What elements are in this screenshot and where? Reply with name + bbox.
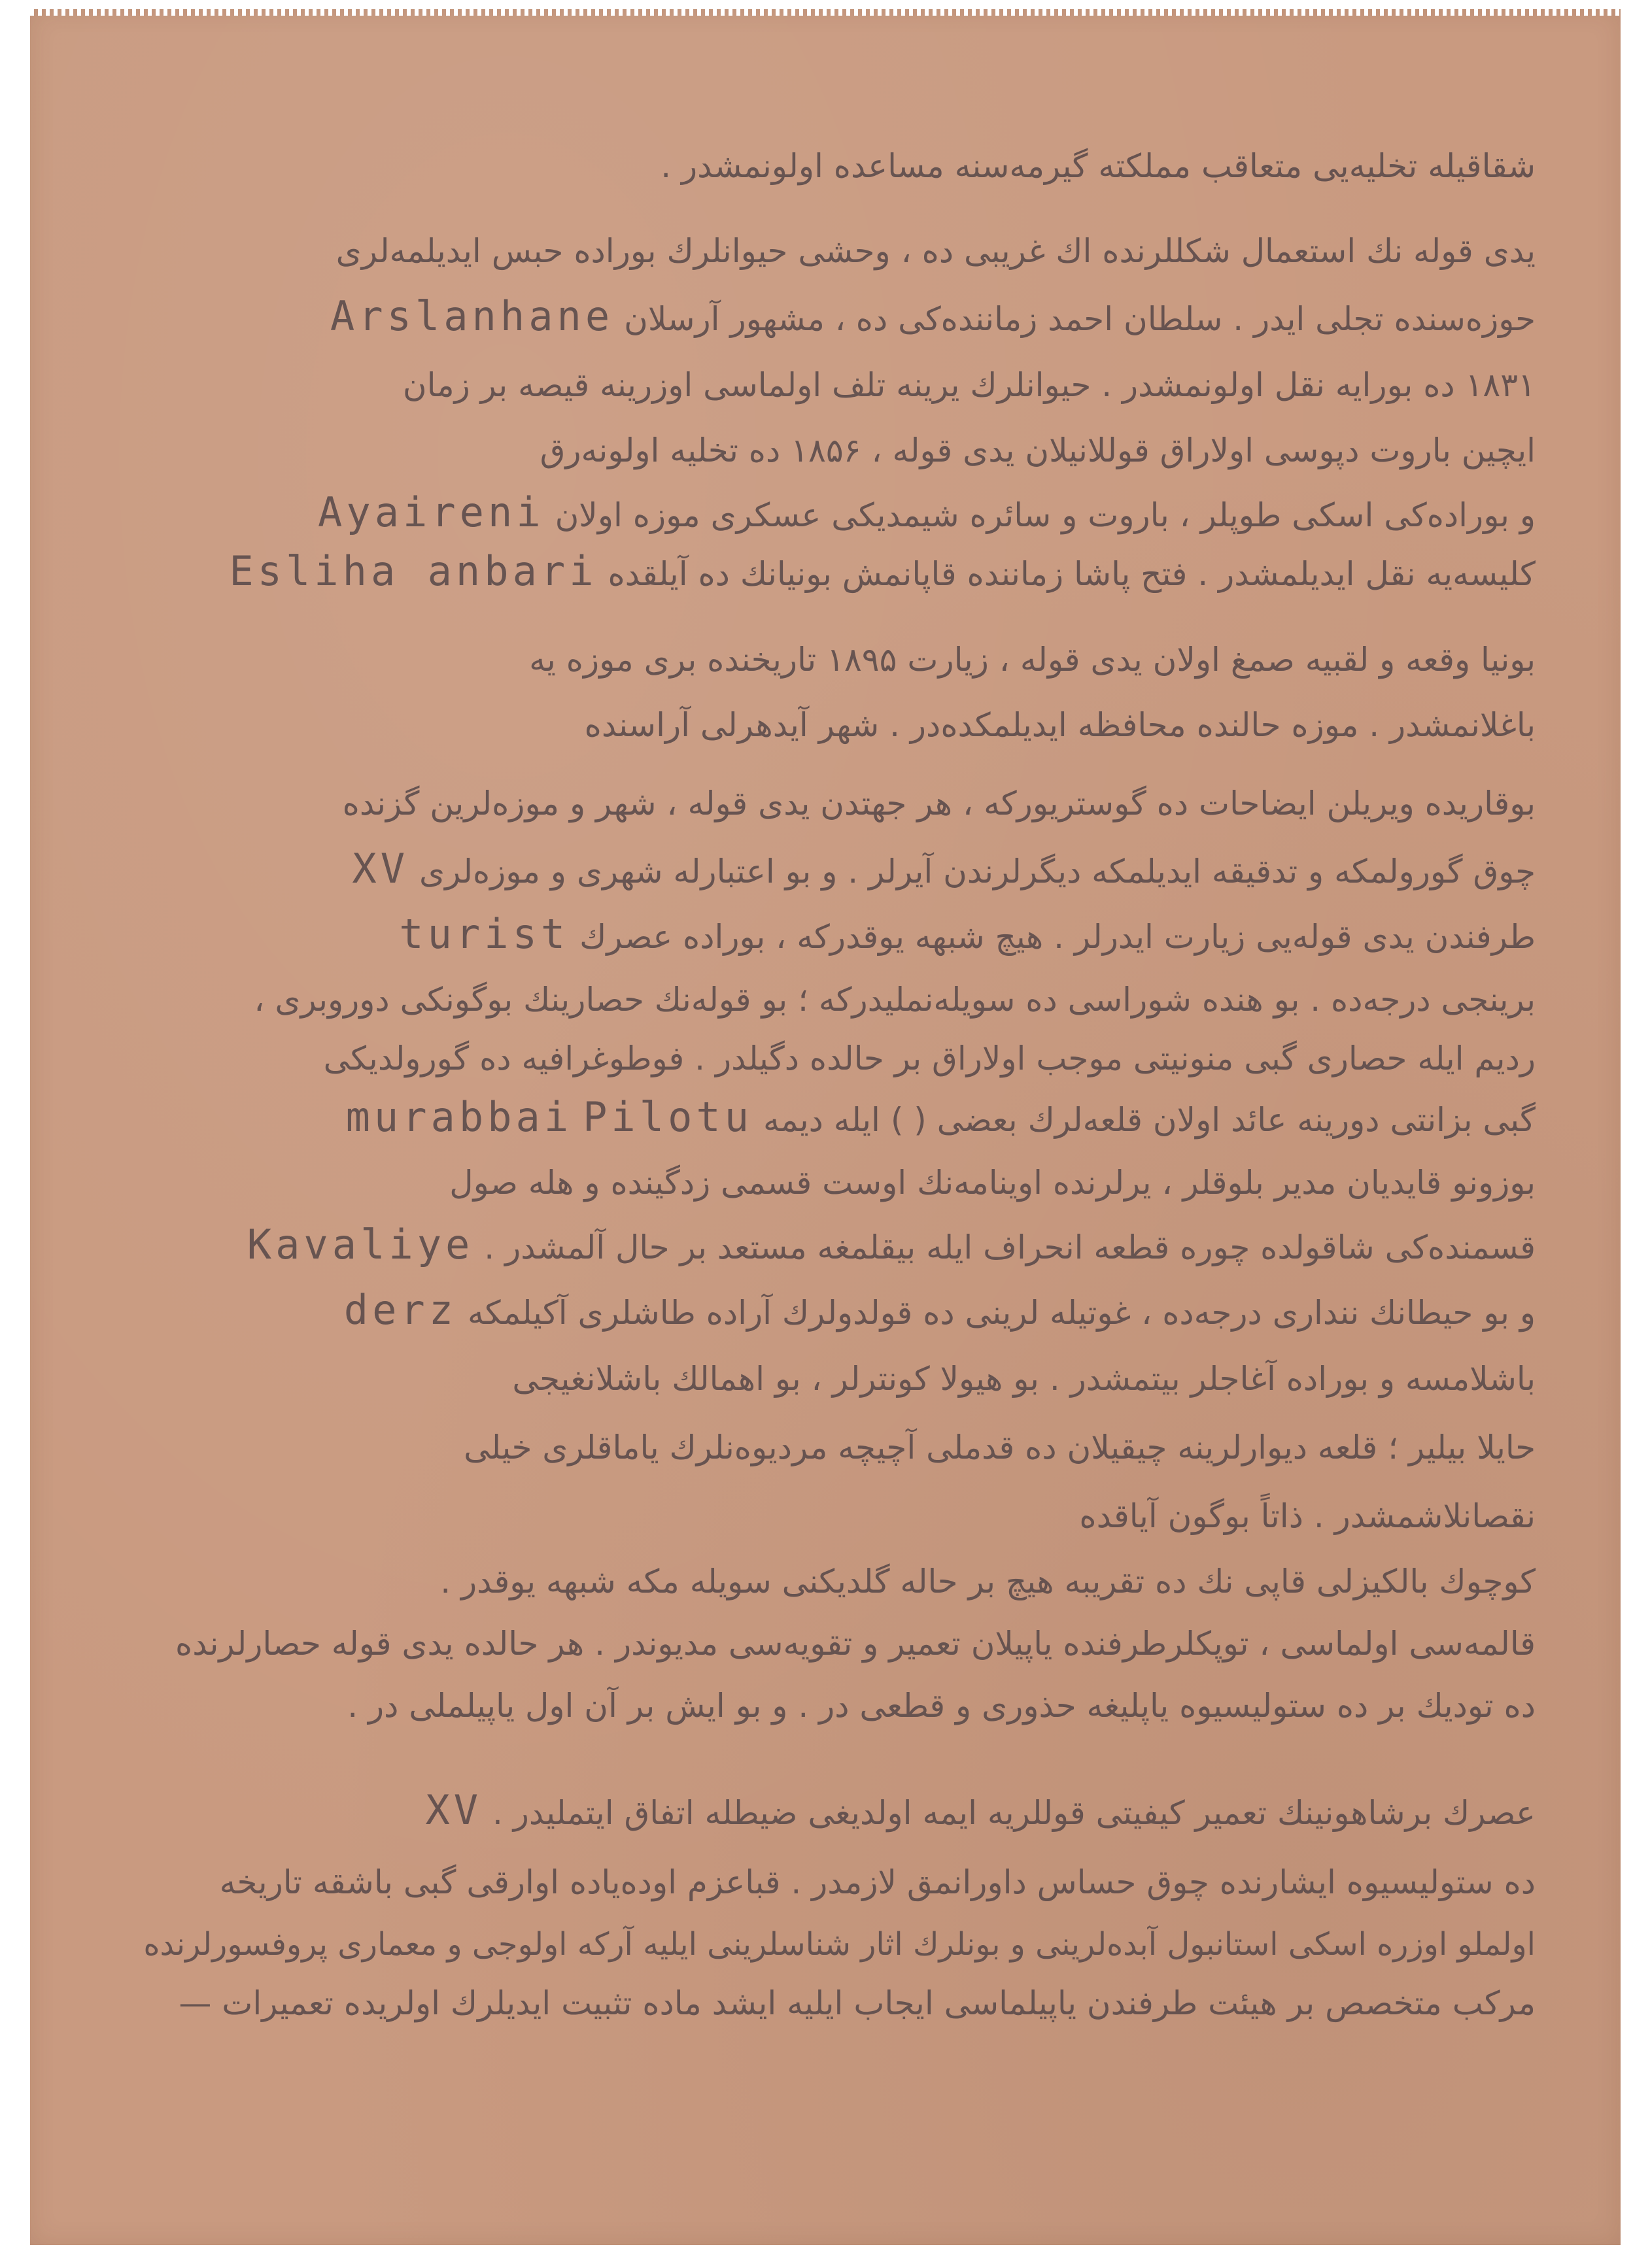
line-text: ۱۸۳۱ ده بورایه نقل اولونمشدر . حیوانلرك یرینه تلف اولماسی اوزرینه قیصه بر زمان <box>402 366 1536 404</box>
perforated-top-edge <box>30 9 1621 16</box>
latin-word-pilotu: Pilotu <box>583 1093 753 1141</box>
latin-word-arslanhane: Arslanhane <box>330 292 614 340</box>
line-text: چوق گورولمکه و تدقیقه ایدیلمکه دیگرلرندن آیرلر . و بو اعتبارله شهری و موزه‌لری <box>419 853 1536 890</box>
line-text: مرکب متخصص بر هیئت طرفندن یاپیلماسی ایجاب ایلیه ایشد ماده تثبیت ایدیلرك اولریده تعمیرات — <box>179 1984 1536 2022</box>
handwritten-page <box>30 9 1621 2245</box>
line-text: حایلا بیلیر ؛ قلعه دیوارلرینه چیقیلان ده قدملی آچیچه مردیوه‌نلرك یاماقلری خیلی <box>464 1429 1536 1466</box>
line-text: شقاقیله تخلیه‌یی متعاقب مملکته گیرمه‌سنه مساعده اولونمشدر . <box>661 147 1536 185</box>
line-text: گبی بزانتی دورینه عائد اولان قلعه‌لرك بعضی ( ) ایله دیمه <box>763 1101 1536 1139</box>
text-line-23 <box>175 1611 1536 1676</box>
latin-word-murabbai: murabbai <box>345 1093 573 1141</box>
text-line-25 <box>425 1778 1536 1843</box>
text-line-10 <box>343 771 1536 836</box>
line-text: و بو حیطانك ننداری درجه‌ده ، غوتیله لرینی ده قولدولرك آراده طاشلری آکیلمکه <box>467 1294 1536 1332</box>
line-text: برینجی درجه‌ده . بو هنده شوراسی ده سویله‌نملیدرکه ؛ بو قوله‌نك حصارینك بوگونکی دوروبری ، <box>254 981 1536 1019</box>
line-text: یدی قوله نك استعمال شکللرنده اك غریبی ده ، وحشی حیوانلرك بوراده حبس ایدیلمه‌لری <box>335 232 1536 270</box>
text-line-27 <box>143 1912 1536 1977</box>
line-text: عصرك برشاهونینك تعمیر کیفیتی قوللریه ایمه اولدیغی ضیطله اتفاق ایتملیدر . <box>492 1794 1536 1832</box>
text-line-7 <box>229 539 1536 604</box>
text-line-19 <box>512 1346 1536 1412</box>
line-text: کلیسه‌یه نقل ایدیلمشدر . فتح پاشا زماننده قاپانمش بونیانك ده آیلقده <box>608 555 1536 593</box>
latin-word-turist: turist <box>399 910 570 958</box>
text-line-28 <box>179 1971 1536 2036</box>
line-text: بوقاریده ویریلن ایضاحات ده گوستریورکه ، هر جهتدن یدی قوله ، شهر و موزه‌لرین گزنده <box>342 785 1536 822</box>
text-line-15 <box>346 1085 1536 1150</box>
line-text: بونیا وقعه و لقبیه صمغ اولان یدی قوله ، زیارت ۱۸۹۵ تاریخنده بری موزه یه <box>529 641 1536 679</box>
text-line-12 <box>399 902 1536 967</box>
line-text: کوچوك بالکیزلی قاپی نك ده تقریبه هیچ بر حاله گلدیکنی سویله مکه شبهه یوقدر . <box>440 1563 1536 1600</box>
text-line-9 <box>585 692 1536 758</box>
text-line-1 <box>661 133 1536 199</box>
line-text: باشلامسه و بوراده آغاجلر بیتمشدر . بو هیولا کونترلر ، بو اهمالك باشلانغیجی <box>512 1360 1536 1398</box>
line-text: قسمنده‌کی شاقولده چوره قطعه انحراف ایله بیقلمغه مستعد بر حال آلمشدر . <box>484 1228 1536 1266</box>
text-line-21 <box>1079 1483 1536 1549</box>
line-text: ده ستولیسیوه ایشارنده چوق حساس داورانمق لازمدر . قباعزم اوده‌یاده اوارقی گبی باشقه تاریخه <box>219 1863 1536 1901</box>
text-line-20 <box>464 1415 1536 1480</box>
text-line-17 <box>247 1212 1536 1278</box>
text-line-18 <box>344 1278 1536 1343</box>
line-text: اولملو اوزره اسکی استانبول آبده‌لرینی و بونلرك اثار شناسلرینی ایلیه آرکه اولوجی و معماری پروفسورلرنده <box>143 1926 1536 1963</box>
text-line-4 <box>403 352 1536 418</box>
line-text: ردیم ایله حصاری گبی منونیتی موجب اولاراق بر حالده دگیلدر . فوطوغرافیه ده گورولدیکی <box>323 1040 1536 1077</box>
text-line-6 <box>318 480 1536 545</box>
text-line-14 <box>324 1026 1536 1091</box>
line-text: و بوراده‌کی اسکی طوپلر ، باروت و سائره شیمدیکی عسکری موزه اولان <box>555 496 1536 534</box>
line-text: باغلانمشدر . موزه حالنده محافظه ایدیلمکده‌در . شهر آیدهرلی آراسنده <box>584 706 1536 744</box>
line-text: ایچین باروت دپوسی اولاراق قوللانیلان یدی قوله ، ۱۸۵۶ ده تخلیه اولونه‌رق <box>540 432 1536 469</box>
text-line-3 <box>330 284 1536 349</box>
line-text: حوزه‌سنده تجلی ایدر . سلطان احمد زماننده‌کی ده ، مشهور آرسلان <box>624 300 1536 338</box>
latin-word-xv-century: XV <box>352 845 409 892</box>
text-line-24 <box>347 1673 1536 1738</box>
text-line-8 <box>529 627 1536 692</box>
latin-word-derz: derz <box>343 1286 458 1334</box>
text-line-22 <box>440 1549 1536 1614</box>
text-line-16 <box>449 1150 1536 1215</box>
text-line-13 <box>254 967 1536 1032</box>
text-line-11 <box>352 836 1536 902</box>
latin-word-ayaireni: Ayaireni <box>318 488 545 536</box>
latin-word-esliha-anbari: Esliha anbari <box>229 547 598 595</box>
line-text: قالمه‌سی اولماسی ، توپکلرطرفنده یاپیلان تعمیر و تقویه‌سی مدیوندر . هر حالده یدی قوله حصارلرنده <box>175 1625 1536 1663</box>
line-text: ده تودیك بر ده ستولیسیوه یاپلیغه حذوری و قطعی در . و بو ایش بر آن اول یاپیلملی در . <box>347 1687 1536 1725</box>
line-text: نقصانلاشمشدر . ذاتاً بوگون آیاقده <box>1079 1497 1536 1535</box>
text-line-2 <box>336 218 1536 284</box>
latin-word-xv-century: XV <box>425 1786 483 1834</box>
line-text: بوزونو قایدیان مدیر بلوقلر ، یرلرنده اوینامه‌نك اوست قسمی زدگینده و هله صول <box>449 1164 1536 1202</box>
text-line-26 <box>220 1850 1536 1915</box>
line-text: طرفندن یدی قوله‌یی زیارت ایدرلر . هیچ شبهه یوقدرکه ، بوراده عصرك <box>579 918 1536 956</box>
latin-word-kavaliye: Kavaliye <box>247 1221 474 1268</box>
text-line-5 <box>540 418 1536 483</box>
